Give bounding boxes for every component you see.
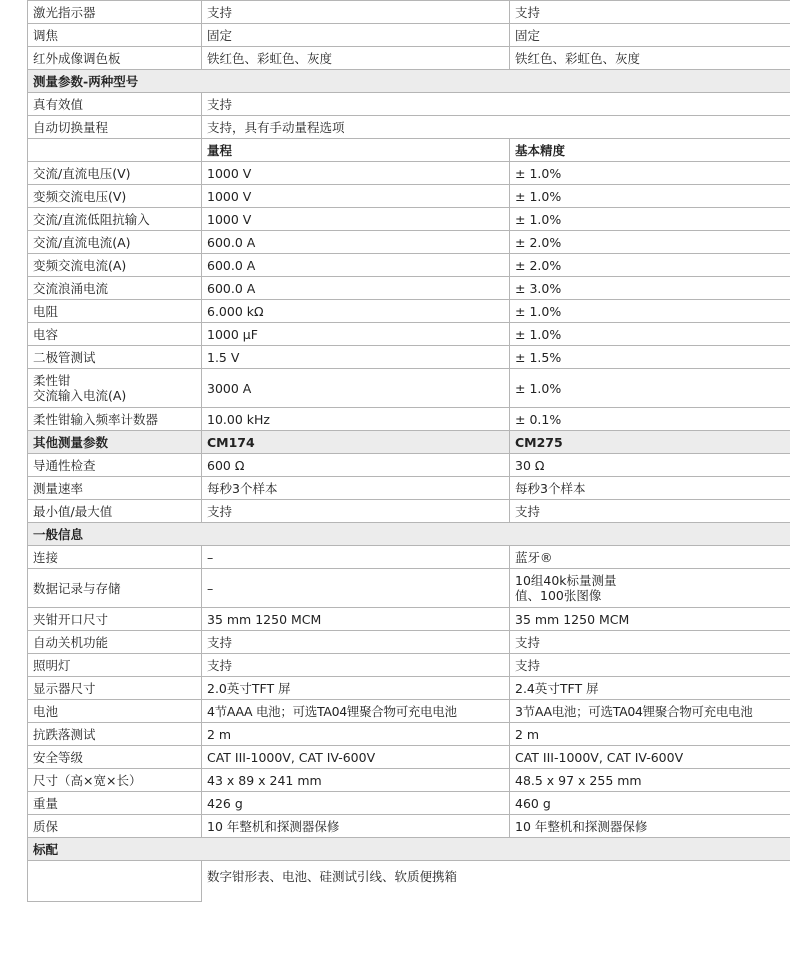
table-row bbox=[28, 185, 790, 208]
row-label: 电阻 bbox=[28, 300, 202, 323]
cm275-value: CAT III-1000V, CAT IV-600V bbox=[510, 746, 790, 769]
accuracy-value: ± 2.0% bbox=[510, 254, 790, 277]
cm275-value: 35 mm 1250 MCM bbox=[510, 608, 790, 631]
section-header bbox=[28, 431, 790, 454]
table-row bbox=[28, 654, 790, 677]
cm174-value: – bbox=[202, 569, 510, 608]
accuracy-value: ± 2.0% bbox=[510, 231, 790, 254]
row-label: 连接 bbox=[28, 546, 202, 569]
table-row bbox=[28, 277, 790, 300]
accuracy-value: ± 1.0% bbox=[510, 208, 790, 231]
table-row bbox=[28, 116, 790, 139]
cm275-value bbox=[510, 569, 790, 608]
section-title-general: 一般信息 bbox=[28, 523, 790, 546]
range-header: 量程 bbox=[202, 139, 510, 162]
accuracy-header: 基本精度 bbox=[510, 139, 790, 162]
row-label: 红外成像调色板 bbox=[28, 47, 202, 70]
row-label: 显示器尺寸 bbox=[28, 677, 202, 700]
cm174-value: 4节AAA 电池；可选TA04锂聚合物可充电电池 bbox=[202, 700, 510, 723]
cm275-value: 支持 bbox=[510, 500, 790, 523]
table-row bbox=[28, 608, 790, 631]
cm275-value: 30 Ω bbox=[510, 454, 790, 477]
row-label-line: 交流输入电流(A) bbox=[33, 388, 127, 403]
shared-value: 支持，具有手动量程选项 bbox=[202, 116, 790, 139]
row-label: 二极管测试 bbox=[28, 346, 202, 369]
table-row bbox=[28, 1, 790, 24]
row-label: 调焦 bbox=[28, 24, 202, 47]
table-row bbox=[28, 300, 790, 323]
range-value: 1000 μF bbox=[202, 323, 510, 346]
accessories-text: 数字钳形表、电池、硅测试引线、软质便携箱 bbox=[202, 861, 790, 902]
table-row bbox=[28, 231, 790, 254]
accuracy-value: ± 3.0% bbox=[510, 277, 790, 300]
range-value: 3000 A bbox=[202, 369, 510, 408]
blank-cell bbox=[28, 139, 202, 162]
cm275-value: 每秒3个样本 bbox=[510, 477, 790, 500]
range-header-row bbox=[28, 139, 790, 162]
shared-value: 支持 bbox=[202, 93, 790, 116]
model-cm174-header: CM174 bbox=[202, 431, 510, 454]
accuracy-value: ± 1.0% bbox=[510, 185, 790, 208]
model-cm275-header: CM275 bbox=[510, 431, 790, 454]
row-label bbox=[28, 369, 202, 408]
section-header bbox=[28, 523, 790, 546]
cm174-value: 支持 bbox=[202, 1, 510, 24]
accuracy-value: ± 1.0% bbox=[510, 323, 790, 346]
cm174-value: 10 年整机和探测器保修 bbox=[202, 815, 510, 838]
table-row bbox=[28, 408, 790, 431]
cm174-value: 600 Ω bbox=[202, 454, 510, 477]
accuracy-value: ± 0.1% bbox=[510, 408, 790, 431]
cm275-value: 460 g bbox=[510, 792, 790, 815]
range-value: 6.000 kΩ bbox=[202, 300, 510, 323]
cm174-value: 固定 bbox=[202, 24, 510, 47]
row-label: 质保 bbox=[28, 815, 202, 838]
table-row bbox=[28, 631, 790, 654]
cm275-value: 支持 bbox=[510, 654, 790, 677]
cm275-value: 支持 bbox=[510, 1, 790, 24]
table-row bbox=[28, 254, 790, 277]
value-line: 10组40k标量测量 bbox=[515, 573, 617, 588]
row-label: 交流/直流电流(A) bbox=[28, 231, 202, 254]
table-row bbox=[28, 208, 790, 231]
range-value: 600.0 A bbox=[202, 254, 510, 277]
row-label: 激光指示器 bbox=[28, 1, 202, 24]
spec-table bbox=[27, 0, 790, 902]
table-row bbox=[28, 569, 790, 608]
range-value: 10.00 kHz bbox=[202, 408, 510, 431]
row-label: 安全等级 bbox=[28, 746, 202, 769]
cm174-value: 支持 bbox=[202, 631, 510, 654]
cm275-value: 铁红色、彩虹色、灰度 bbox=[510, 47, 790, 70]
table-row bbox=[28, 792, 790, 815]
row-label: 数据记录与存储 bbox=[28, 569, 202, 608]
table-row bbox=[28, 769, 790, 792]
cm174-value: 铁红色、彩虹色、灰度 bbox=[202, 47, 510, 70]
section-title-accessories: 标配 bbox=[28, 838, 790, 861]
range-value: 1000 V bbox=[202, 185, 510, 208]
row-label: 真有效值 bbox=[28, 93, 202, 116]
table-row bbox=[28, 500, 790, 523]
blank-cell bbox=[28, 861, 202, 902]
row-label: 自动关机功能 bbox=[28, 631, 202, 654]
cm275-value: 48.5 x 97 x 255 mm bbox=[510, 769, 790, 792]
cm174-value: 2 m bbox=[202, 723, 510, 746]
table-row bbox=[28, 93, 790, 116]
row-label: 电池 bbox=[28, 700, 202, 723]
cm174-value: 426 g bbox=[202, 792, 510, 815]
table-row bbox=[28, 346, 790, 369]
table-row bbox=[28, 723, 790, 746]
cm174-value: CAT III-1000V, CAT IV-600V bbox=[202, 746, 510, 769]
row-label: 交流/直流低阻抗输入 bbox=[28, 208, 202, 231]
cm174-value: 35 mm 1250 MCM bbox=[202, 608, 510, 631]
accuracy-value: ± 1.0% bbox=[510, 369, 790, 408]
section-header bbox=[28, 838, 790, 861]
row-label: 变频交流电流(A) bbox=[28, 254, 202, 277]
row-label: 抗跌落测试 bbox=[28, 723, 202, 746]
table-row bbox=[28, 162, 790, 185]
row-label: 变频交流电压(V) bbox=[28, 185, 202, 208]
row-label: 最小值/最大值 bbox=[28, 500, 202, 523]
table-row bbox=[28, 815, 790, 838]
cm275-value: 支持 bbox=[510, 631, 790, 654]
cm174-value: 2.0英寸TFT 屏 bbox=[202, 677, 510, 700]
value-line: 值、100张图像 bbox=[515, 588, 602, 603]
range-value: 1.5 V bbox=[202, 346, 510, 369]
range-value: 600.0 A bbox=[202, 231, 510, 254]
table-row bbox=[28, 323, 790, 346]
row-label: 交流/直流电压(V) bbox=[28, 162, 202, 185]
cm275-value: 蓝牙® bbox=[510, 546, 790, 569]
section-header bbox=[28, 70, 790, 93]
table-row bbox=[28, 700, 790, 723]
table-row bbox=[28, 546, 790, 569]
cm275-value: 2.4英寸TFT 屏 bbox=[510, 677, 790, 700]
cm174-value: 支持 bbox=[202, 500, 510, 523]
table-row bbox=[28, 369, 790, 408]
cm174-value: – bbox=[202, 546, 510, 569]
section-title-other: 其他测量参数 bbox=[28, 431, 202, 454]
row-label: 夹钳开口尺寸 bbox=[28, 608, 202, 631]
cm275-value: 3节AA电池；可选TA04锂聚合物可充电电池 bbox=[510, 700, 790, 723]
section-title-measure: 测量参数-两种型号 bbox=[28, 70, 790, 93]
accuracy-value: ± 1.0% bbox=[510, 300, 790, 323]
cm275-value: 10 年整机和探测器保修 bbox=[510, 815, 790, 838]
table-row bbox=[28, 477, 790, 500]
range-value: 1000 V bbox=[202, 162, 510, 185]
accuracy-value: ± 1.0% bbox=[510, 162, 790, 185]
cm174-value: 43 x 89 x 241 mm bbox=[202, 769, 510, 792]
table-row bbox=[28, 24, 790, 47]
row-label: 测量速率 bbox=[28, 477, 202, 500]
table-row bbox=[28, 47, 790, 70]
row-label: 导通性检查 bbox=[28, 454, 202, 477]
row-label: 照明灯 bbox=[28, 654, 202, 677]
cm275-value: 固定 bbox=[510, 24, 790, 47]
cm275-value: 2 m bbox=[510, 723, 790, 746]
row-label: 交流浪涌电流 bbox=[28, 277, 202, 300]
row-label: 重量 bbox=[28, 792, 202, 815]
table-row bbox=[28, 861, 790, 902]
accuracy-value: ± 1.5% bbox=[510, 346, 790, 369]
row-label: 尺寸（高×宽×长） bbox=[28, 769, 202, 792]
cm174-value: 每秒3个样本 bbox=[202, 477, 510, 500]
row-label: 柔性钳输入频率计数器 bbox=[28, 408, 202, 431]
row-label: 自动切换量程 bbox=[28, 116, 202, 139]
row-label: 电容 bbox=[28, 323, 202, 346]
range-value: 1000 V bbox=[202, 208, 510, 231]
range-value: 600.0 A bbox=[202, 277, 510, 300]
row-label-line: 柔性钳 bbox=[33, 373, 71, 388]
table-row bbox=[28, 677, 790, 700]
table-row bbox=[28, 746, 790, 769]
cm174-value: 支持 bbox=[202, 654, 510, 677]
table-row bbox=[28, 454, 790, 477]
